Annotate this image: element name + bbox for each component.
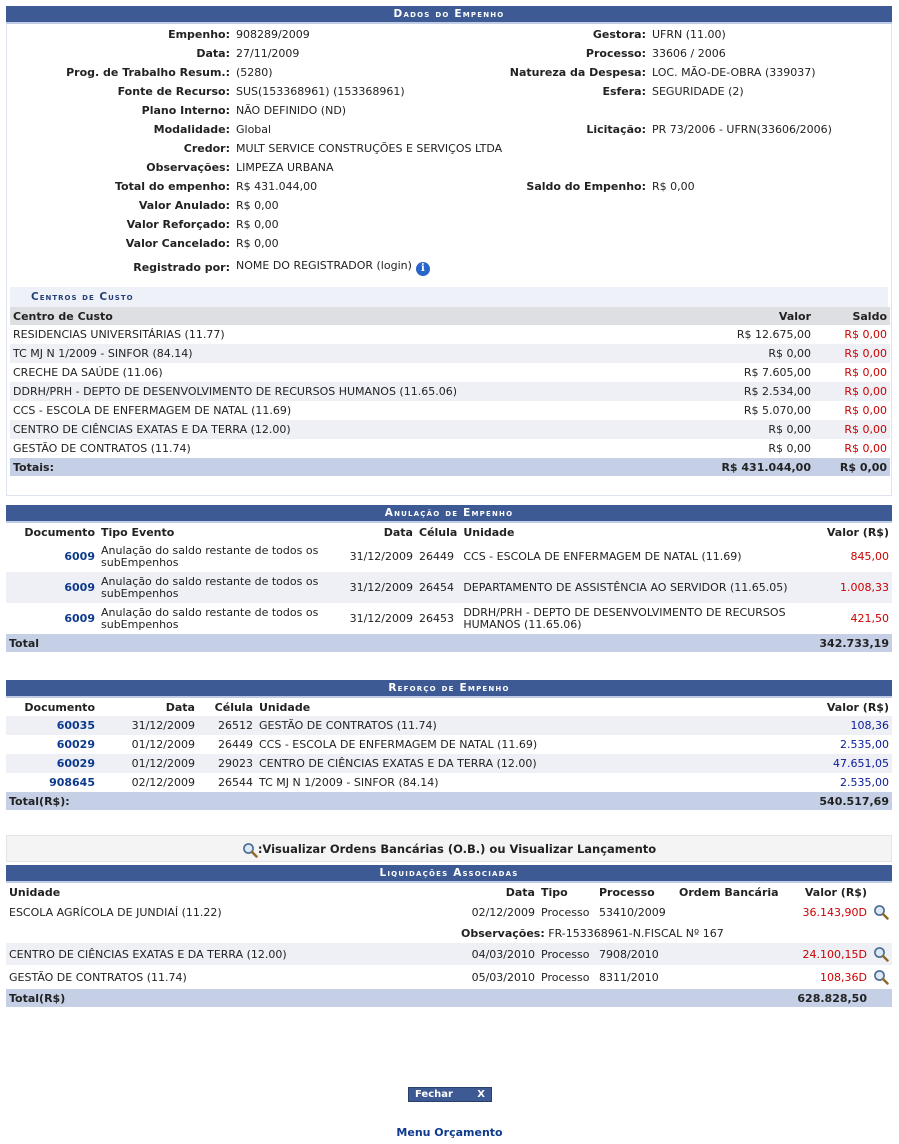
reforco-table <box>6 698 892 810</box>
col-ordem-bancaria: Ordem Bancária <box>676 883 788 901</box>
data: 04/03/2010 <box>454 943 538 965</box>
fechar-label: Fechar <box>415 1089 453 1100</box>
valor: 845,00 <box>850 549 889 563</box>
dados-fields <box>7 25 891 281</box>
dados-empenho-panel <box>6 6 892 496</box>
reforco-panel <box>6 680 892 810</box>
totals-row <box>10 458 890 476</box>
col-processo: Processo <box>596 883 676 901</box>
data-value: 27/11/2009 <box>236 47 300 60</box>
fonte-value: SUS(153368961) (153368961) <box>236 85 405 98</box>
col-celula: Célula <box>416 523 460 541</box>
centro-saldo: R$ 0,00 <box>844 328 887 341</box>
table-row <box>6 735 892 754</box>
total-value: 342.733,19 <box>810 634 892 652</box>
data-label: Data: <box>196 47 230 60</box>
data: 01/12/2009 <box>98 754 198 773</box>
prog-label: Prog. de Trabalho Resum.: <box>66 66 230 79</box>
celula: 26454 <box>416 572 460 603</box>
cancelado-value: R$ 0,00 <box>236 237 279 250</box>
total-label: Total(R$): <box>6 792 696 810</box>
col-documento: Documento <box>6 698 98 716</box>
observacoes-row <box>6 923 892 943</box>
saldo-label: Saldo do Empenho: <box>526 180 646 193</box>
esfera-value: SEGURIDADE (2) <box>652 85 744 98</box>
unidade: DDRH/PRH - DEPTO DE DESENVOLVIMENTO DE RECURSOS HUMANOS (11.65.06) <box>463 605 786 631</box>
tipo: Processo <box>541 905 590 919</box>
total-label: Total(R$) <box>6 989 788 1007</box>
observacoes-value: FR-153368961-N.FISCAL Nº 167 <box>548 926 724 940</box>
legend-bar <box>6 835 892 862</box>
table-row <box>10 325 890 344</box>
unidade: CENTRO DE CIÊNCIAS EXATAS E DA TERRA (12.00) <box>256 754 696 773</box>
fechar-button[interactable] <box>408 1087 492 1102</box>
saldo-value: R$ 0,00 <box>652 180 695 193</box>
documento-link[interactable]: 6009 <box>6 572 98 603</box>
total-row <box>6 634 892 652</box>
centros-custo-table <box>10 307 890 476</box>
col-centro: Centro de Custo <box>10 307 694 325</box>
tipo-evento: Anulação do saldo restante de todos os subEmpenhos <box>101 543 319 569</box>
unidade: CCS - ESCOLA DE ENFERMAGEM DE NATAL (11.69) <box>463 549 742 563</box>
processo: 8311/2010 <box>599 970 659 984</box>
col-documento: Documento <box>6 523 98 541</box>
centro-saldo: R$ 0,00 <box>814 382 890 401</box>
processo: 53410/2009 <box>599 905 666 919</box>
anulacao-panel <box>6 505 892 652</box>
unidade: TC MJ N 1/2009 - SINFOR (84.14) <box>259 776 439 789</box>
totals-saldo: R$ 0,00 <box>814 458 890 476</box>
dados-empenho-body <box>6 24 892 496</box>
esfera-label: Esfera: <box>602 85 646 98</box>
col-unidade: Unidade <box>256 698 696 716</box>
observacoes-label: Observações: <box>461 926 545 940</box>
fonte-label: Fonte de Recurso: <box>117 85 230 98</box>
table-row <box>6 541 892 572</box>
col-tipo: Tipo <box>538 883 596 901</box>
total-label: Total do empenho: <box>114 180 230 193</box>
anulacao-title: Anulação de Empenho <box>6 505 892 523</box>
valor: 24.100,15D <box>788 943 870 965</box>
col-valor: Valor <box>694 307 814 325</box>
centro-saldo: R$ 0,00 <box>844 404 887 417</box>
valor: 421,50 <box>850 611 889 625</box>
data: 02/12/2009 <box>471 905 535 919</box>
table-row <box>6 773 892 792</box>
totals-label: Totais: <box>10 458 694 476</box>
unidade: DEPARTAMENTO DE ASSISTÊNCIA AO SERVIDOR (11.65.05) <box>460 572 810 603</box>
unidade: GESTÃO DE CONTRATOS (11.74) <box>256 716 696 735</box>
centro-name: RESIDENCIAS UNIVERSITÁRIAS (11.77) <box>13 328 225 341</box>
data: 02/12/2009 <box>131 776 195 789</box>
table-row <box>10 363 890 382</box>
centro-saldo: R$ 0,00 <box>814 344 890 363</box>
data: 31/12/2009 <box>349 549 413 563</box>
celula: 26544 <box>218 776 253 789</box>
gestora-label: Gestora: <box>592 28 646 41</box>
valor: 108,36 <box>696 716 892 735</box>
col-data: Data <box>98 698 198 716</box>
table-row <box>10 344 890 363</box>
liquidacoes-table <box>6 883 892 1007</box>
credor-label: Credor: <box>183 142 230 155</box>
valor: 1.008,33 <box>810 572 892 603</box>
modalidade-value: Global <box>236 123 272 136</box>
ordem-bancaria <box>676 901 788 923</box>
tipo: Processo <box>541 970 590 984</box>
table-row <box>6 754 892 773</box>
close-icon: X <box>477 1089 485 1100</box>
anulacao-table <box>6 523 892 652</box>
tipo-evento: Anulação do saldo restante de todos os subEmpenhos <box>98 572 336 603</box>
valor: 2.535,00 <box>840 776 889 789</box>
dados-empenho-title: Dados do Empenho <box>6 6 892 24</box>
centro-valor: R$ 2.534,00 <box>694 382 814 401</box>
liquidacoes-title: Liquidações Associadas <box>6 865 892 883</box>
celula: 29023 <box>198 754 256 773</box>
registrado-label: Registrado por: <box>133 260 230 274</box>
centro-valor: R$ 5.070,00 <box>743 404 811 417</box>
observacoes-value: LIMPEZA URBANA <box>236 161 334 174</box>
table-row <box>6 965 892 989</box>
data: 31/12/2009 <box>349 611 413 625</box>
empenho-label: Empenho: <box>168 28 230 41</box>
processo: 7908/2010 <box>596 943 676 965</box>
col-saldo: Saldo <box>814 307 890 325</box>
col-data: Data <box>454 883 538 901</box>
processo-label: Processo: <box>585 47 646 60</box>
modalidade-label: Modalidade: <box>153 123 230 136</box>
centro-valor: R$ 7.605,00 <box>743 366 811 379</box>
total-value: 540.517,69 <box>696 792 892 810</box>
valor: 36.143,90D <box>802 905 867 919</box>
col-valor: Valor (R$) <box>810 523 892 541</box>
natureza-value: LOC. MÃO-DE-OBRA (339037) <box>652 66 816 79</box>
credor-value: MULT SERVICE CONSTRUÇÕES E SERVIÇOS LTDA <box>236 142 503 155</box>
valor: 47.651,05 <box>696 754 892 773</box>
registrado-cell <box>233 253 891 281</box>
table-row <box>10 420 890 439</box>
centro-name: GESTÃO DE CONTRATOS (11.74) <box>13 442 191 455</box>
col-unidade: Unidade <box>6 883 454 901</box>
natureza-label: Natureza da Despesa: <box>509 66 646 79</box>
centro-valor: R$ 0,00 <box>768 442 811 455</box>
plano-value: NÃO DEFINIDO (ND) <box>236 104 347 117</box>
unidade: GESTÃO DE CONTRATOS (11.74) <box>9 970 187 984</box>
celula: 26453 <box>419 611 454 625</box>
col-valor: Valor (R$) <box>696 698 892 716</box>
celula: 26512 <box>198 716 256 735</box>
plano-label: Plano Interno: <box>141 104 230 117</box>
documento-link[interactable]: 908645 <box>49 776 95 789</box>
centro-name: CRECHE DA SAÚDE (11.06) <box>13 366 163 379</box>
total-row <box>6 792 892 810</box>
data: 31/12/2009 <box>98 716 198 735</box>
total-value: 628.828,50 <box>788 989 870 1007</box>
observacoes-label: Observações: <box>146 161 230 174</box>
table-row <box>6 572 892 603</box>
anulado-label: Valor Anulado: <box>138 199 230 212</box>
total-value: R$ 431.044,00 <box>236 180 318 193</box>
table-row <box>6 901 892 923</box>
processo-value: 33606 / 2006 <box>652 47 726 60</box>
centro-name: CENTRO DE CIÊNCIAS EXATAS E DA TERRA (12.00) <box>10 420 694 439</box>
table-row <box>6 943 892 965</box>
unidade: ESCOLA AGRÍCOLA DE JUNDIAÍ (11.22) <box>9 905 222 919</box>
col-data: Data <box>336 523 416 541</box>
col-tipo-evento: Tipo Evento <box>98 523 336 541</box>
anulado-value: R$ 0,00 <box>236 199 279 212</box>
registrado-value: NOME DO REGISTRADOR (login) <box>236 258 412 272</box>
data: 05/03/2010 <box>471 970 535 984</box>
documento-link[interactable]: 60029 <box>56 738 95 751</box>
observacoes-cell <box>6 923 892 943</box>
data: 31/12/2009 <box>336 572 416 603</box>
unidade: CCS - ESCOLA DE ENFERMAGEM DE NATAL (11.69) <box>259 738 538 751</box>
prog-value: (5280) <box>236 66 273 79</box>
celula: 26449 <box>419 549 454 563</box>
centro-name: TC MJ N 1/2009 - SINFOR (84.14) <box>10 344 694 363</box>
magnifier-icon <box>242 842 258 858</box>
view-cell <box>870 965 892 989</box>
liquidacoes-panel <box>6 865 892 1007</box>
centro-valor: R$ 12.675,00 <box>736 328 811 341</box>
valor: 2.535,00 <box>840 738 889 751</box>
celula: 26449 <box>218 738 253 751</box>
ordem-bancaria <box>676 943 788 965</box>
total-row <box>6 989 892 1007</box>
data: 01/12/2009 <box>131 738 195 751</box>
centro-saldo: R$ 0,00 <box>814 420 890 439</box>
col-unidade: Unidade <box>460 523 810 541</box>
ordem-bancaria <box>676 965 788 989</box>
unidade: CENTRO DE CIÊNCIAS EXATAS E DA TERRA (12.00) <box>6 943 454 965</box>
documento-link[interactable]: 60029 <box>6 754 98 773</box>
centro-saldo: R$ 0,00 <box>844 442 887 455</box>
centro-saldo: R$ 0,00 <box>844 366 887 379</box>
info-icon[interactable]: i <box>416 262 430 276</box>
centro-valor: R$ 0,00 <box>694 420 814 439</box>
valor: 108,36D <box>820 970 867 984</box>
table-row <box>6 716 892 735</box>
licitacao-label: Licitação: <box>586 123 646 136</box>
documento-link[interactable]: 6009 <box>64 611 95 625</box>
magnifier-icon[interactable] <box>873 969 889 985</box>
table-row <box>10 382 890 401</box>
legend-text: :Visualizar Ordens Bancárias (O.B.) ou Visualizar Lançamento <box>257 842 657 856</box>
reforco-title: Reforço de Empenho <box>6 680 892 698</box>
empenho-value: 908289/2009 <box>236 28 310 41</box>
tipo: Processo <box>538 943 596 965</box>
menu-orcamento-link[interactable]: Menu Orçamento <box>396 1126 503 1139</box>
totals-valor: R$ 431.044,00 <box>694 458 814 476</box>
magnifier-icon[interactable] <box>873 904 889 920</box>
col-celula: Célula <box>198 698 256 716</box>
table-row <box>6 603 892 634</box>
table-row <box>10 401 890 420</box>
view-cell <box>870 943 892 965</box>
total-label: Total <box>6 634 810 652</box>
reforcado-label: Valor Reforçado: <box>126 218 230 231</box>
col-valor: Valor (R$) <box>788 883 870 901</box>
centros-custo-title: Centros de Custo <box>10 287 888 307</box>
gestora-value: UFRN (11.00) <box>652 28 726 41</box>
tipo-evento: Anulação do saldo restante de todos os subEmpenhos <box>101 605 319 631</box>
centro-valor: R$ 0,00 <box>694 344 814 363</box>
licitacao-value: PR 73/2006 - UFRN(33606/2006) <box>652 123 832 136</box>
magnifier-icon[interactable] <box>873 946 889 962</box>
documento-link[interactable]: 6009 <box>64 549 95 563</box>
centro-name: CCS - ESCOLA DE ENFERMAGEM DE NATAL (11.69) <box>13 404 292 417</box>
cancelado-label: Valor Cancelado: <box>125 237 230 250</box>
reforcado-value: R$ 0,00 <box>236 218 279 231</box>
documento-link[interactable]: 60035 <box>6 716 98 735</box>
table-row <box>10 439 890 458</box>
centro-name: DDRH/PRH - DEPTO DE DESENVOLVIMENTO DE RECURSOS HUMANOS (11.65.06) <box>10 382 694 401</box>
view-cell <box>870 901 892 923</box>
